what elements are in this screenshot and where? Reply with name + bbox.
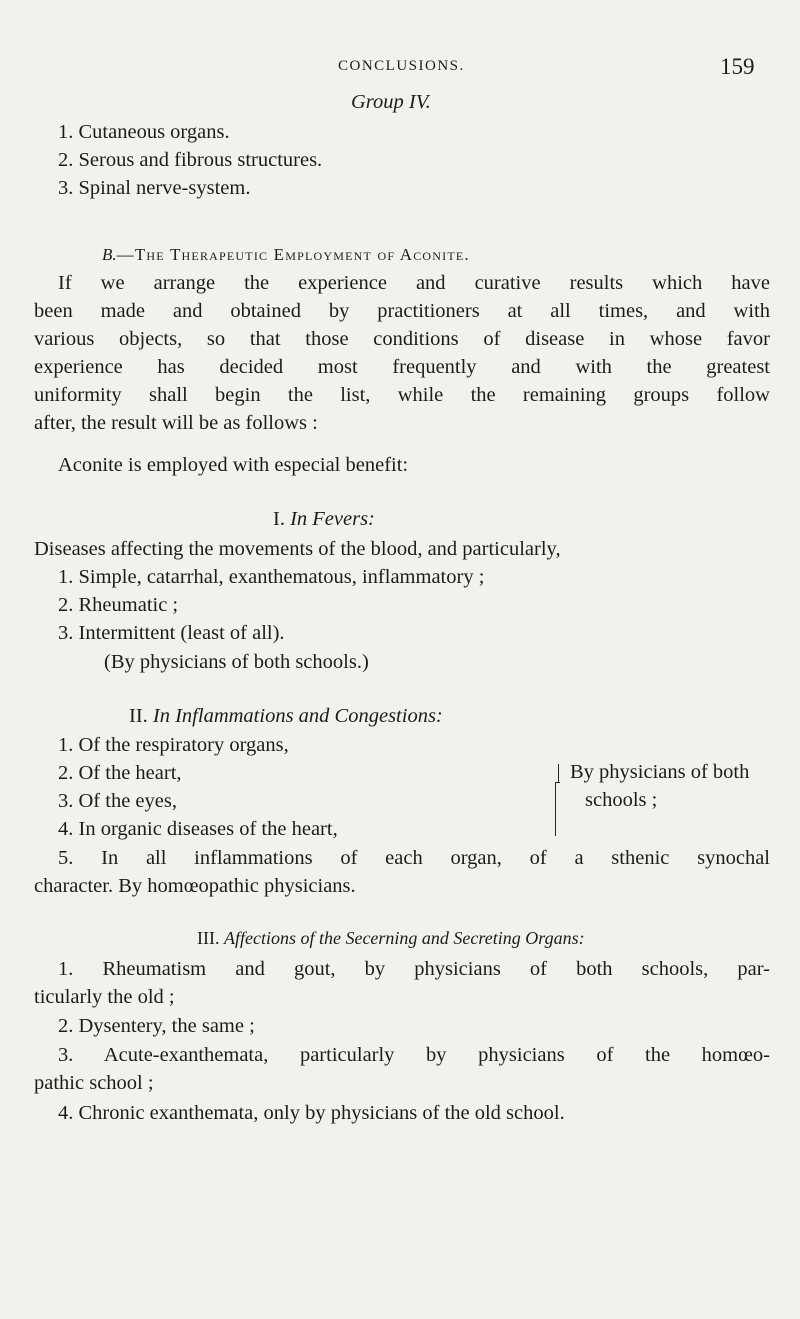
running-header-title: CONCLUSIONS. xyxy=(338,58,465,74)
group-iv-heading: Group IV. xyxy=(351,91,431,113)
affections-item-3-line-2: pathic school ; xyxy=(34,1072,154,1094)
group-iv-item-2: 2. Serous and fibrous structures. xyxy=(58,149,323,171)
inflammations-item-5-line-2: character. By homœopathic physicians. xyxy=(34,875,356,897)
brace-top xyxy=(558,764,559,782)
section-b-heading xyxy=(102,245,470,265)
inflammations-item-1: 1. Of the respiratory organs, xyxy=(58,734,289,756)
benefit-line: Aconite is employed with especial benefit: xyxy=(58,454,409,476)
affections-item-1-line-1: 1. Rheumatism and gout, by physicians of both schools, par- xyxy=(58,958,770,980)
paragraph-line-3-wrap xyxy=(34,329,770,350)
paragraph-line-4: experience has decided most frequently and with the greatest xyxy=(34,356,770,378)
inflammations-title: In Inflammations and Congestions: xyxy=(152,705,443,727)
page-number: 159 xyxy=(720,54,755,79)
affections-item-1-line-2: ticularly the old ; xyxy=(34,986,175,1008)
group-iv-item-1: 1. Cutaneous organs. xyxy=(58,121,230,143)
brace-middle xyxy=(555,782,560,803)
bracket-note-line-1: By physicians of both xyxy=(570,761,750,783)
fevers-title: In Fevers: xyxy=(290,508,375,530)
inflammations-numeral: II. xyxy=(129,705,148,727)
inflammations-item-5-wrap xyxy=(58,848,770,869)
section-b-paragraph xyxy=(58,273,770,294)
inflammations-heading xyxy=(129,706,443,727)
paragraph-line-4-wrap xyxy=(34,357,770,378)
affections-heading xyxy=(197,929,585,947)
affections-item-2: 2. Dysentery, the same ; xyxy=(58,1015,255,1037)
fevers-note: (By physicians of both schools.) xyxy=(104,651,369,673)
inflammations-item-5-line-1: 5. In all inflammations of each organ, of a sthenic synochal xyxy=(58,847,770,869)
fevers-heading xyxy=(273,509,375,530)
paragraph-line-5: uniformity shall begin the list, while the remaining groups follow xyxy=(34,384,770,406)
affections-item-3-line-1: 3. Acute-exanthemata, particularly by physicians of the homœo- xyxy=(58,1044,770,1066)
fevers-item-2: 2. Rheumatic ; xyxy=(58,594,179,616)
affections-title: Affections of the Secerning and Secreting Organs: xyxy=(223,928,585,948)
paragraph-line-3: various objects, so that those conditions of disease in whose favor xyxy=(34,328,770,350)
bracket-note-line-2: schools ; xyxy=(585,789,658,811)
inflammations-item-2: 2. Of the heart, xyxy=(58,762,182,784)
fevers-numeral: I. xyxy=(273,508,285,530)
paragraph-line-6: after, the result will be as follows : xyxy=(34,412,318,434)
affections-item-4: 4. Chronic exanthemata, only by physicians of the old school. xyxy=(58,1102,565,1124)
fevers-intro: Diseases affecting the movements of the blood, and particularly, xyxy=(34,538,561,560)
section-b-title: —The Therapeutic Employment of Aconite. xyxy=(116,245,470,264)
inflammations-item-4: 4. In organic diseases of the heart, xyxy=(58,818,338,840)
group-iv-item-3: 3. Spinal nerve-system. xyxy=(58,177,251,199)
paragraph-line-2: been made and obtained by practitioners at all times, and with xyxy=(34,300,770,322)
section-b-label: B. xyxy=(102,245,117,264)
paragraph-line-2-wrap xyxy=(34,301,770,322)
affections-item-1-wrap xyxy=(58,959,770,980)
affections-item-3-wrap xyxy=(58,1045,770,1066)
affections-numeral: III. xyxy=(197,928,220,948)
brace-bottom xyxy=(555,802,556,836)
fevers-item-1: 1. Simple, catarrhal, exanthematous, inflammatory ; xyxy=(58,566,485,588)
inflammations-item-3: 3. Of the eyes, xyxy=(58,790,177,812)
paragraph-line-5-wrap xyxy=(34,385,770,406)
paragraph-line-1: If we arrange the experience and curative results which have xyxy=(58,272,770,294)
fevers-item-3: 3. Intermittent (least of all). xyxy=(58,622,285,644)
